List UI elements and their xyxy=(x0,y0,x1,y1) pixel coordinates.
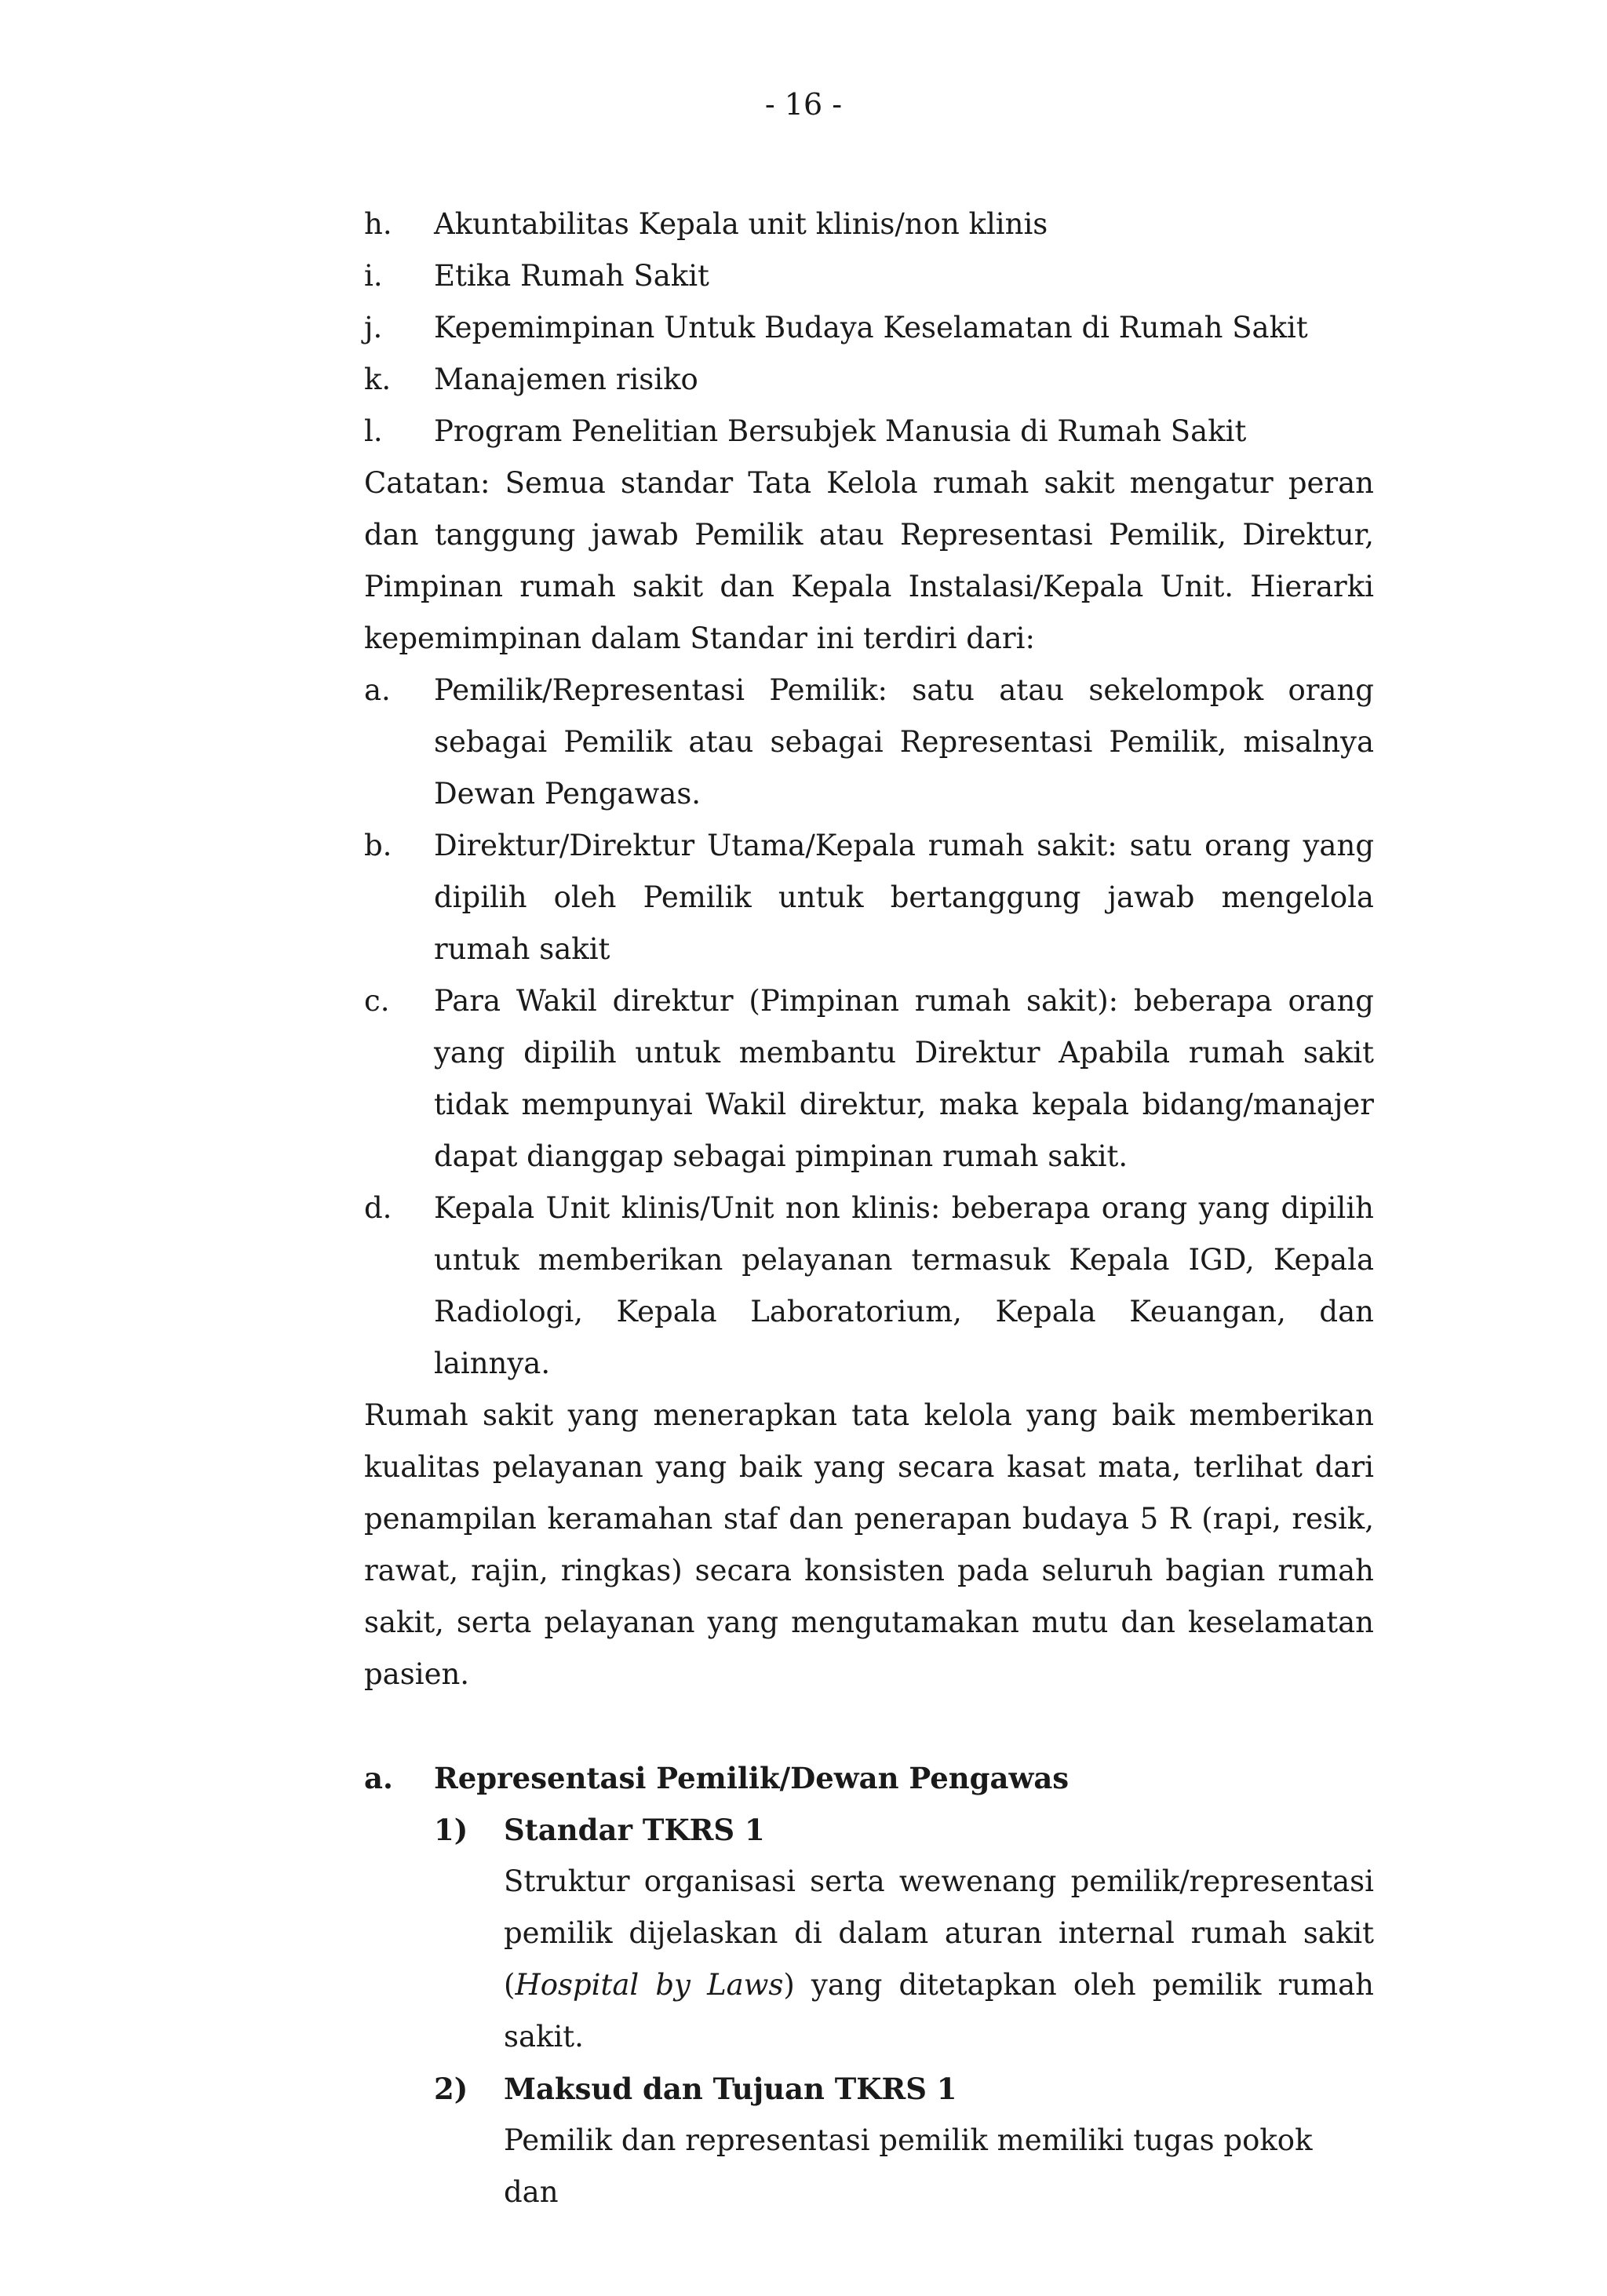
list-item-text: Para Wakil direktur (Pimpinan rumah sakit): beberapa orang yang dipilih untuk membantu Direktur Apabila rumah sakit tidak mempunyai Wakil direktur, maka kepala bidang/manajer dapat dianggap sebagai pimpinan rumah sakit. xyxy=(434,984,1374,1173)
list-item xyxy=(364,250,1374,302)
subsection-title: Maksud dan Tujuan TKRS 1 xyxy=(504,2072,957,2106)
list-item-label: d. xyxy=(364,1191,392,1225)
closing-paragraph: Rumah sakit yang menerapkan tata kelola yang baik memberikan kualitas pelayanan yang baik yang secara kasat mata, terlihat dari penampilan keramahan staf dan penerapan budaya 5 R (rapi, resik, rawat, rajin, ringkas) secara konsisten pada seluruh bagian rumah sakit, serta pelayanan yang mengutamakan mutu dan keselamatan pasien. xyxy=(364,1398,1374,1691)
text-before: Struktur organisasi serta wewenang pemilik/representasi pemilik dijelaskan di dalam aturan internal rumah sakit ( xyxy=(504,1864,1374,2002)
list-item-text: Manajemen risiko xyxy=(434,363,698,396)
list-item xyxy=(364,975,1374,1183)
hierarchy-list xyxy=(364,665,1374,1390)
list-item xyxy=(364,302,1374,354)
list-item-text: Program Penelitian Bersubjek Manusia di Rumah Sakit xyxy=(434,414,1247,448)
spacer xyxy=(364,1700,1374,1752)
list-item-text: Akuntabilitas Kepala unit klinis/non klinis xyxy=(434,207,1048,241)
page-number: - 16 - xyxy=(764,87,843,122)
italic-term: Hospital by Laws xyxy=(515,1968,784,2002)
subsection-text xyxy=(504,1856,1374,2063)
list-item-label: i. xyxy=(364,259,383,293)
indent xyxy=(434,2115,504,2218)
subsection-heading xyxy=(434,1804,1374,1856)
subsection-text: Pemilik dan representasi pemilik memiliki tugas pokok dan xyxy=(504,2123,1313,2209)
list-item xyxy=(364,199,1374,250)
list-item-label: a. xyxy=(364,673,391,707)
topic-list xyxy=(364,199,1374,457)
subsection-heading xyxy=(434,2063,1374,2115)
section-heading xyxy=(364,1752,1374,1804)
list-item-text: Pemilik/Representasi Pemilik: satu atau sekelompok orang sebagai Pemilik atau sebagai Representasi Pemilik, misalnya Dewan Pengawas. xyxy=(434,673,1374,811)
list-item xyxy=(364,1183,1374,1390)
list-item-label: j. xyxy=(364,311,383,344)
list-item-label: h. xyxy=(364,207,392,241)
list-item-text: Direktur/Direktur Utama/Kepala rumah sakit: satu orang yang dipilih oleh Pemilik untuk bertanggung jawab mengelola rumah sakit xyxy=(434,829,1374,966)
list-item-text: Kepala Unit klinis/Unit non klinis: beberapa orang yang dipilih untuk memberikan pelayanan termasuk Kepala IGD, Kepala Radiologi, Kepala Laboratorium, Kepala Keuangan, dan lainnya. xyxy=(434,1191,1374,1380)
list-item xyxy=(364,820,1374,975)
subsection-content xyxy=(434,1856,1374,2063)
subsection-label: 1) xyxy=(434,1813,468,1847)
subsection-title: Standar TKRS 1 xyxy=(504,1813,765,1847)
note-paragraph: Catatan: Semua standar Tata Kelola rumah sakit mengatur peran dan tanggung jawab Pemilik atau Representasi Pemilik, Direktur, Pimpinan rumah sakit dan Kepala Instalasi/Kepala Unit. Hierarki kepemimpinan dalam Standar ini terdiri dari: xyxy=(364,466,1374,655)
subsection-label: 2) xyxy=(434,2072,468,2106)
list-item-label: c. xyxy=(364,984,390,1018)
list-item xyxy=(364,665,1374,820)
section-label: a. xyxy=(364,1761,393,1795)
subsection-content xyxy=(434,2115,1374,2218)
indent xyxy=(434,1856,504,2063)
list-item-text: Etika Rumah Sakit xyxy=(434,259,709,293)
section-title: Representasi Pemilik/Dewan Pengawas xyxy=(434,1761,1070,1795)
section-body xyxy=(434,1804,1374,2218)
list-item-label: k. xyxy=(364,363,392,396)
list-item xyxy=(364,406,1374,457)
list-item-label: l. xyxy=(364,414,383,448)
list-item xyxy=(364,354,1374,406)
list-item-label: b. xyxy=(364,829,392,862)
list-item-text: Kepemimpinan Untuk Budaya Keselamatan di Rumah Sakit xyxy=(434,311,1308,344)
page-content xyxy=(364,199,1374,2218)
text-after: ) yang ditetapkan oleh pemilik rumah sakit. xyxy=(504,1968,1374,2054)
